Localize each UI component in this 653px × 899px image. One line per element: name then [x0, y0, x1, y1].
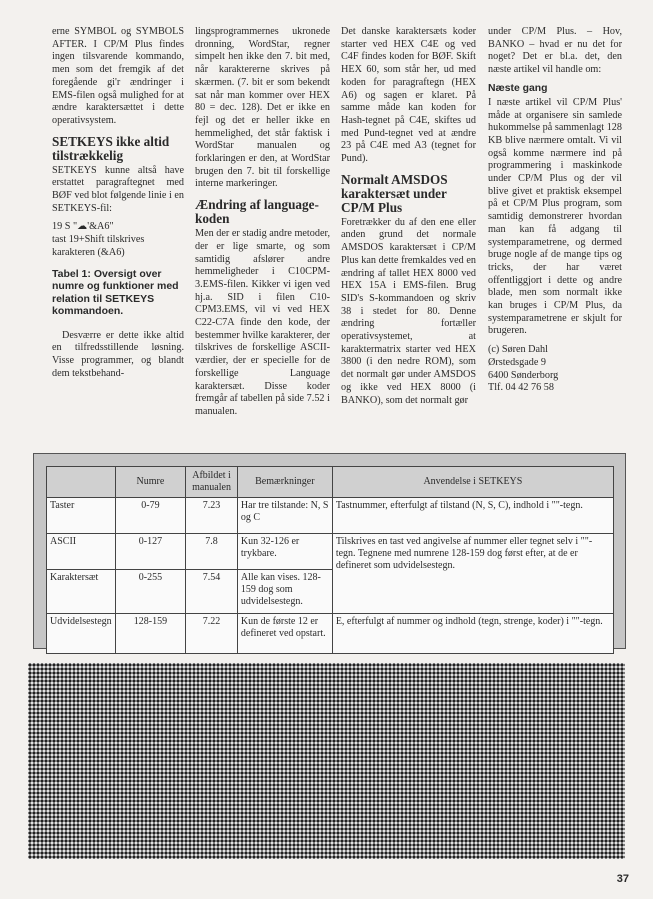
header-cell: Anvendelse i SETKEYS [332, 467, 613, 498]
table-caption: Tabel 1: Oversigt over numre og funktioner med relation til SETKEYS kommandoen. [52, 267, 179, 318]
table-cell: 128-159 [115, 614, 186, 654]
table-cell: Kun 32-126 er trykbare. [237, 534, 332, 570]
table-cell: ASCII [47, 534, 116, 570]
header-cell: Bemærkninger [237, 467, 332, 498]
paragraph: lingsprogrammernes ukronede dronning, WordStar, regner simpelt hen ikke den 7. bit med, når karaktererne skrives på skærmen. (7. bit er som bekendt sat når man kommer over HEX 80 = dec. 128). Det er ikke en fejl og det er heller ikke en hemmelighed, det står faktisk i WordStar manualen og forklaringen er den, at WordStar brugen den 7. bit til forskellige interne markeringer. [195, 26, 330, 190]
table-cell: E, efterfulgt af nummer og indhold (tegn, strenge, koder) i ""-tegn. [332, 614, 613, 654]
table-cell: Udvidelsestegn [47, 614, 116, 654]
table-cell: Taster [47, 498, 116, 534]
table-cell: Karaktersæt [47, 570, 116, 614]
column-2 [195, 26, 330, 425]
table-cell: 0-127 [115, 534, 186, 570]
table-row [47, 498, 614, 534]
table-row [47, 534, 614, 570]
author-city: 6400 Sønderborg [488, 369, 559, 381]
section-heading: Ændring af language-koden [195, 197, 319, 227]
column-3 [341, 26, 476, 413]
header-cell: Numre [115, 467, 186, 498]
section-heading: Næste gang [488, 82, 548, 94]
paragraph: erne SYMBOL og SYMBOLS AFTER. I CP/M Plus findes ingen tilsvarende kommando, men som det fremgik af det foregående gi'r ændringer i EMS-filen også mulighed for at ændre karaktersættet i dette operativsystem. [52, 26, 184, 126]
paragraph: Men der er stadig andre metoder, der er lige smarte, og som samtidig afslører andre hemmeligheder i C10CPM-3.EMS-filen. Kikker vi igen ved hj.a. SID i filen C10-CPM3.EMS, vil vi ved HEX C22-C7A finde den kode, der bestemmer hvilke karakterer, der tilskrives de forskellige ASCII-værdier, der er specielle for de forskellige Language karaktersæt. Disse koder fremgår af tabellen på side 7.52 i manualen. [195, 228, 330, 417]
signature-block [488, 344, 622, 395]
paragraph: under CP/M Plus. – Hov, BANKO – hvad er nu det for noget? Det er bl.a. det, den næste artikel vil handle om: [488, 26, 622, 76]
table-cell: Har tre tilstande: N, S og C [237, 498, 332, 534]
setkeys-table [46, 466, 614, 654]
author-phone: Tlf. 04 42 76 58 [488, 382, 554, 394]
table-row [47, 614, 614, 654]
table-cell: 7.54 [186, 570, 238, 614]
table-panel [33, 453, 626, 649]
table-header-row [47, 467, 614, 498]
column-1 [52, 26, 184, 386]
table-cell: 7.23 [186, 498, 238, 534]
section-heading: SETKEYS ikke altid tilstrækkelig [52, 133, 170, 163]
author-name: (c) Søren Dahl [488, 344, 548, 356]
table-cell: 7.22 [186, 614, 238, 654]
table-cell: 0-255 [115, 570, 186, 614]
table-cell: 7.8 [186, 534, 238, 570]
paragraph: Det danske karaktersæts koder starter ved HEX C4E og ved C4F findes koden for BØF. Skift HEX 60, som står her, ud med koden for paragraftegn (HEX A6) og sagen er klaret. På samme måde kan koden for Hash-tegnet på C4E, skiftes ud med Pund-tegnet ved at ændre 23 på C4E med A3 (tegnet for Pund). [341, 26, 476, 165]
column-4 [488, 26, 622, 395]
code-line: 19 S "☁'&A6" [52, 221, 114, 233]
paragraph: SETKEYS kunne altså have erstattet paragraftegnet med BØF ved blot følgende linie i en SETKEYS-fil: [52, 164, 184, 214]
table-cell: Tilskrives en tast ved angivelse af nummer eller tegnet selv i ""-tegn. Tegnene med numrene 128-159 dog først efter, at de er defineret som udvidelsestegn. [332, 534, 613, 614]
table-cell: Kun de første 12 er defineret ved opstart. [237, 614, 332, 654]
paragraph: I næste artikel vil CP/M Plus' måde at organisere sin samlede hukommelse på sammenlagt 128 KB blive nærmere omtalt. Vi vil også komme nærmere ind på programmering i maskinkode under CP/M Plus og der vil blive givet et praktisk eksempel på et CP/M Plus program, som samtidig demonstrerer hvordan man kan få adgang til systemparametrene, og dermed bruge nogle af de mange tips og tricks, der har været offentliggjort i dette og andre blade, men som normalt ikke kan bruges i CP/M Plus, da systemparametrene er skjult for brugeren. [488, 96, 622, 337]
header-cell: Afbildet i manualen [186, 467, 238, 498]
author-street: Ørstedsgade 9 [488, 356, 546, 368]
code-line: tast 19+Shift tilskrives karakteren (&A6) [52, 234, 145, 258]
paragraph: Foretrækker du af den ene eller anden grund det normale AMSDOS karaktersæt i CP/M Plus kan dette fremkaldes ved en ændring af tallet HEX 8000 ved HEX 15A i EMS-filen. Brug SID's S-kommandoen og skriv 38 i stedet for 80. Denne ændring fortæller operativsystemet, at karaktermatrix starter ved HEX 3800 (i den nedre ROM), som det normalt gør under AMSDOS og ikke ved HEX 8000 (i BANKO), som det normalt gør [341, 216, 476, 406]
header-cell [47, 467, 116, 498]
table-cell: Tastnummer, efterfulgt af tilstand (N, S, C), indhold i ""-tegn. [332, 498, 613, 534]
section-heading: Normalt AMSDOS karaktersæt under CP/M Plus [341, 171, 448, 215]
table-cell: 0-79 [115, 498, 186, 534]
paragraph: Desværre er dette ikke altid en tilfredsstillende løsning. Visse programmer, og blandt dem tekstbehand- [52, 329, 184, 379]
page-number: 37 [616, 873, 629, 885]
table-cell: Alle kan vises. 128-159 dog som udvidelsestegn. [237, 570, 332, 614]
halftone-pattern [28, 663, 625, 859]
